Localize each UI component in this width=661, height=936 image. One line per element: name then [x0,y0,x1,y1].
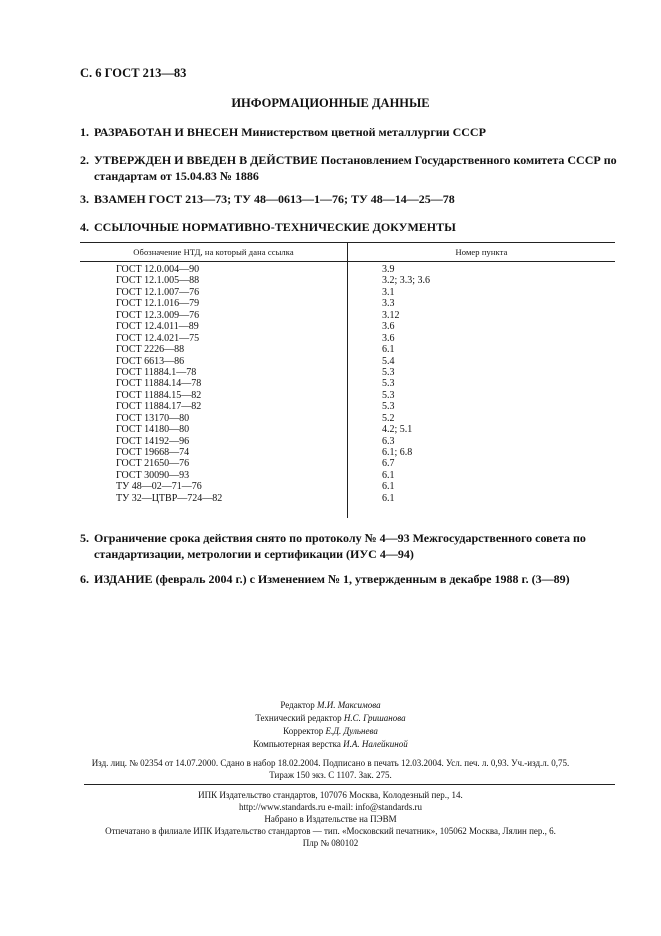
reference-document: ГОСТ 11884.1—78 [116,366,197,378]
table-row [80,310,615,321]
layout-name: И.А. Налейкиной [343,739,408,749]
reference-clause: 5.3 [382,401,395,413]
item-text: Постановлением Государственного комитета СССР по стандартам от 15.04.83 № 1886 [94,153,617,183]
reference-document: ГОСТ 14180—80 [116,424,190,436]
item-text: (февраль 2004 г.) с Изменением № 1, утвержденным в декабре 1988 г. (3—89) [152,572,570,586]
reference-clause: 6.3 [382,435,395,447]
reference-document: ГОСТ 21650—76 [116,458,190,470]
reference-document: ГОСТ 12.1.007—76 [116,286,200,298]
reference-document: ГОСТ 12.4.011—89 [116,321,199,333]
item-number: 4. [80,220,89,234]
reference-document: ГОСТ 11884.14—78 [116,378,202,390]
reference-clause: 6.1 [382,344,395,356]
item-heading: РАЗРАБОТАН И ВНЕСЕН [94,125,239,139]
reference-clause: 3.3 [382,298,395,310]
table-row [80,447,615,458]
table-row [80,390,615,401]
imprint-typeset: Набрано в Издательстве на ПЭВМ [264,814,397,824]
imprint-printed: Отпечатано в филиале ИПК Издательство стандартов — тип. «Московский печатник», 105062 Москва, Лялин пер., 6. [105,826,556,836]
column-header-clause: Номер пункта [455,247,508,257]
imprint-plr: Плр № 080102 [302,838,359,848]
imprint-tech-editor [0,712,661,724]
tech-editor-name: Н.С. Гришанова [343,713,406,723]
imprint-license: Изд. лиц. № 02354 от 14.07.2000. Сдано в набор 18.02.2004. Подписано в печать 12.03.2004. Усл. печ. л. 0,93. Уч.-изд.л. 0,75. [91,758,570,768]
info-item-2 [80,152,620,184]
table-row [80,378,615,389]
item-heading: ССЫЛОЧНЫЕ НОРМАТИВНО-ТЕХНИЧЕСКИЕ ДОКУМЕНТЫ [94,220,456,234]
page-header: С. 6 ГОСТ 213—83 [80,66,187,80]
imprint-divider [84,784,615,785]
reference-clause: 3.9 [382,264,395,275]
reference-document: ГОСТ 14192—96 [116,435,190,447]
reference-document: ГОСТ 30090—93 [116,469,190,481]
reference-document: ГОСТ 12.1.016—79 [116,298,200,310]
item-heading: ВЗАМЕН ГОСТ 213—73; ТУ 48—0613—1—76; ТУ 48—14—25—78 [94,192,455,206]
info-item-6 [80,571,620,587]
table-row [80,333,615,344]
reference-clause: 3.1 [382,286,395,298]
reference-document: ГОСТ 6613—86 [116,355,185,367]
item-text: Ограничение срока действия снято по протоколу № 4—93 Межгосударственного совета по стандартизации, метрологии и сертификации (ИУС 4—94) [94,531,586,561]
corrector-name: Е.Д. Дульнева [325,726,378,736]
info-item-1 [80,124,620,140]
table-row [80,401,615,412]
reference-document: ГОСТ 2226—88 [116,344,185,356]
reference-document: ГОСТ 12.0.004—90 [116,264,200,275]
table-row [80,264,615,275]
tech-editor-role: Технический редактор [255,713,342,723]
reference-clause: 6.1 [382,492,395,504]
table-row [80,287,615,298]
item-number: 3. [80,192,89,206]
imprint-layout [0,738,661,750]
editor-name: М.И. Максимова [317,700,381,710]
table-row [80,344,615,355]
item-number: 5. [80,531,89,545]
table-row [80,321,615,332]
info-item-5 [80,530,620,562]
reference-clause: 6.1 [382,481,395,493]
table-row [80,481,615,492]
table-row [80,356,615,367]
reference-clause: 5.3 [382,378,395,390]
reference-clause: 3.6 [382,332,395,344]
reference-document: ТУ 32—ЦТВР—724—82 [116,492,223,504]
table-row [80,367,615,378]
table-row [80,436,615,447]
info-item-3 [80,191,620,207]
reference-table [80,242,615,518]
table-body [80,264,615,504]
item-number: 1. [80,125,89,139]
imprint-editor [0,699,661,711]
item-heading: УТВЕРЖДЕН И ВВЕДЕН В ДЕЙСТВИЕ [94,153,318,167]
imprint-publisher: ИПК Издательство стандартов, 107076 Москва, Колодезный пер., 14. [198,790,463,800]
item-number: 6. [80,572,89,586]
reference-clause: 4.2; 5.1 [382,424,413,436]
item-number: 2. [80,153,89,167]
reference-document: ГОСТ 11884.15—82 [116,389,202,401]
reference-document: ГОСТ 13170—80 [116,412,190,424]
imprint-web: http://www.standards.ru e-mail: info@standards.ru [239,802,422,812]
reference-document: ГОСТ 11884.17—82 [116,401,202,413]
imprint-print-run: Тираж 150 экз. С 1107. Зак. 275. [269,770,392,780]
table-row [80,493,615,504]
layout-role: Компьютерная верстка [253,739,341,749]
section-title: ИНФОРМАЦИОННЫЕ ДАННЫЕ [231,96,430,110]
table-row [80,298,615,309]
table-row [80,413,615,424]
reference-document: ГОСТ 12.3.009—76 [116,309,200,321]
info-item-4 [80,219,620,235]
reference-clause: 5.4 [382,355,395,367]
corrector-role: Корректор [283,726,324,736]
reference-clause: 5.3 [382,366,395,378]
reference-clause: 6.1 [382,469,395,481]
reference-clause: 3.12 [382,309,400,321]
reference-document: ГОСТ 12.4.021—75 [116,332,200,344]
reference-document: ТУ 48—02—71—76 [116,481,202,493]
imprint-corrector [0,725,661,737]
item-text: Министерством цветной металлургии СССР [238,125,486,139]
table-row [80,458,615,469]
reference-clause: 6.7 [382,458,395,470]
reference-clause: 3.2; 3.3; 3.6 [382,275,431,287]
item-heading: ИЗДАНИЕ [94,572,153,586]
table-row [80,424,615,435]
reference-clause: 3.6 [382,321,395,333]
table-row [80,470,615,481]
reference-clause: 5.3 [382,389,395,401]
column-header-document: Обозначение НТД, на который дана ссылка [133,247,294,257]
editor-role: Редактор [280,700,315,710]
table-row [80,275,615,286]
reference-document: ГОСТ 12.1.005—88 [116,275,200,287]
reference-clause: 6.1; 6.8 [382,447,413,458]
reference-document: ГОСТ 19668—74 [116,447,190,458]
reference-clause: 5.2 [382,412,395,424]
